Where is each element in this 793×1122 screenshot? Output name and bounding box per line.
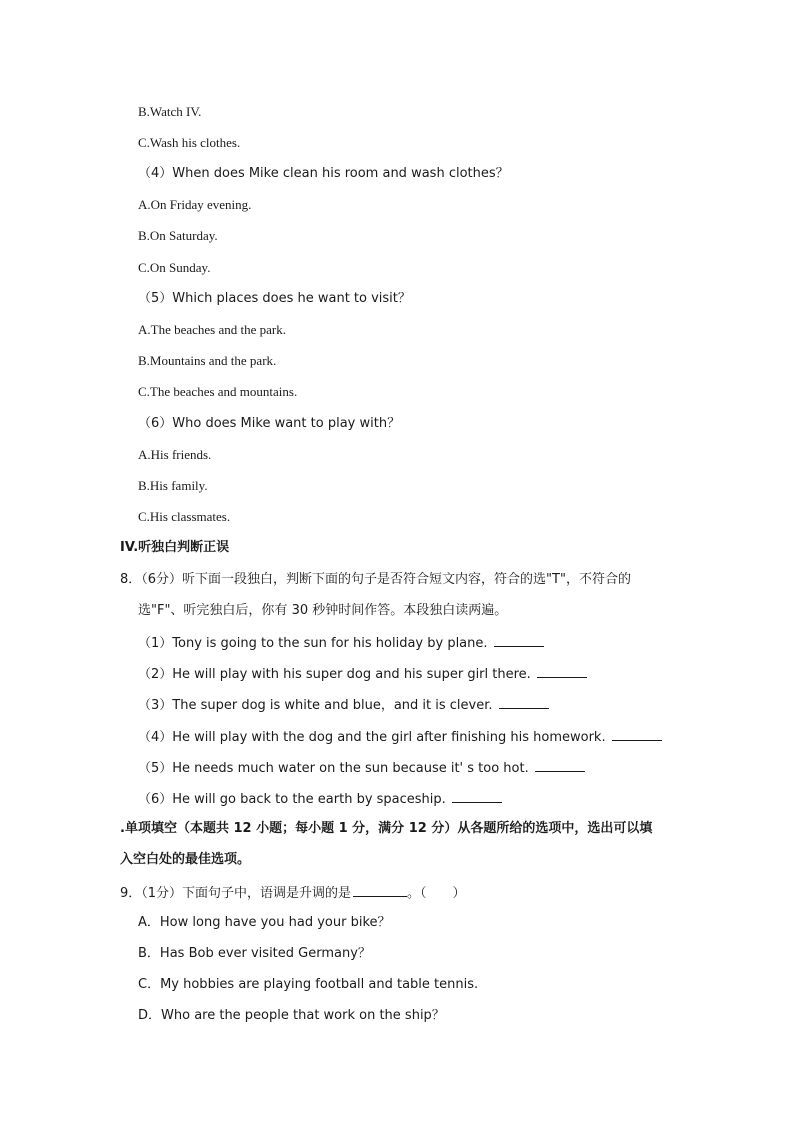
- option-4c: C.On Sunday.: [138, 260, 211, 275]
- answer-blank[interactable]: [535, 759, 585, 772]
- answer-blank[interactable]: [499, 696, 549, 709]
- question-9: [120, 884, 466, 902]
- option-6b: B.His family.: [138, 478, 208, 493]
- option-9a: A．How long have you had your bike？: [138, 915, 391, 930]
- option-9b: B．Has Bob ever visited Germany？: [138, 946, 371, 961]
- option-3b: B.Watch IV.: [138, 104, 202, 119]
- tf-item-text: （2）He will play with his super dog and his super girl there.: [138, 667, 531, 682]
- tf-item-1: [138, 634, 544, 652]
- option-9d: D．Who are the people that work on the ship？: [138, 1008, 445, 1023]
- option-5b: B.Mountains and the park.: [138, 353, 277, 368]
- option-6c: C.His classmates.: [138, 509, 231, 524]
- tf-item-3: [138, 696, 549, 714]
- tf-item-text: （3）The super dog is white and blue，and it is clever.: [138, 698, 493, 713]
- answer-blank[interactable]: [537, 665, 587, 678]
- tf-item-text: （6）He will go back to the earth by spaceship.: [138, 792, 446, 807]
- option-5c: C.The beaches and mountains.: [138, 384, 298, 399]
- option-5a: A.The beaches and the park.: [138, 322, 286, 337]
- question-9-prefix: 9．（1分）下面句子中，语调是升调的是: [120, 886, 352, 901]
- tf-item-text: （5）He needs much water on the sun because it' s too hot.: [138, 761, 529, 776]
- tf-item-5: [138, 759, 585, 777]
- answer-blank[interactable]: [612, 728, 662, 741]
- question-4: （4）When does Mike clean his room and wash clothes？: [138, 166, 509, 181]
- question-9-blank[interactable]: [353, 884, 407, 897]
- option-3c: C.Wash his clothes.: [138, 135, 241, 150]
- option-4b: B.On Saturday.: [138, 228, 218, 243]
- question-9-suffix: 。（ ）: [407, 886, 466, 901]
- tf-item-6: [138, 790, 502, 808]
- question-8-line2: 选"F"、听完独白后，你有 30 秒钟时间作答。本段独白读两遍。: [138, 603, 508, 618]
- option-9c: C．My hobbies are playing football and table tennis.: [138, 977, 479, 992]
- question-6: （6）Who does Mike want to play with？: [138, 416, 401, 431]
- section-5-heading-line1: .单项填空（本题共 12 小题；每小题 1 分，满分 12 分）从各题所给的选项中，选出可以填: [120, 821, 653, 836]
- section-4-heading: IV.听独白判断正误: [120, 540, 230, 555]
- answer-blank[interactable]: [494, 634, 544, 647]
- tf-item-text: （1）Tony is going to the sun for his holiday by plane.: [138, 636, 488, 651]
- tf-item-2: [138, 665, 587, 683]
- tf-item-4: [138, 728, 662, 746]
- section-5-heading-line2: 入空白处的最佳选项。: [120, 852, 251, 867]
- tf-item-text: （4）He will play with the dog and the girl after finishing his homework.: [138, 730, 606, 745]
- option-4a: A.On Friday evening.: [138, 197, 252, 212]
- question-5: （5）Which places does he want to visit？: [138, 291, 411, 306]
- question-8-line1: 8．（6分）听下面一段独白，判断下面的句子是否符合短文内容，符合的选"T"，不符合的: [120, 572, 631, 587]
- answer-blank[interactable]: [452, 790, 502, 803]
- option-6a: A.His friends.: [138, 447, 212, 462]
